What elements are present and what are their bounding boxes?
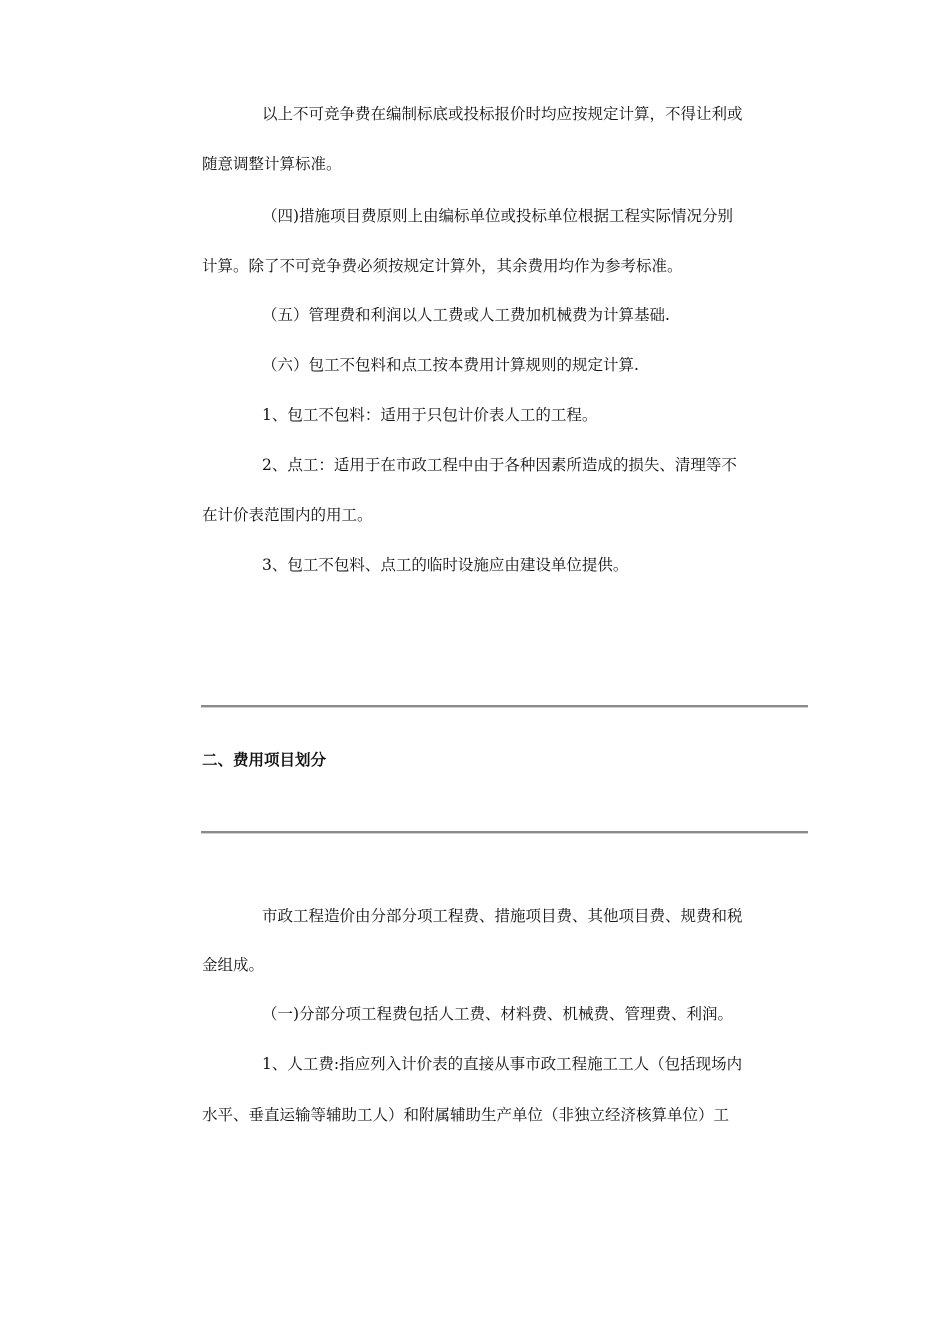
paragraph-line: （四)措施项目费原则上由编标单位或投标单位根据工程实际情况分别 (262, 207, 734, 225)
paragraph-line: 以上不可竞争费在编制标底或投标报价时均应按规定计算，不得让利或 (262, 105, 743, 123)
paragraph-line: 3、包工不包料、点工的临时设施应由建设单位提供。 (262, 556, 629, 574)
paragraph-line: 在计价表范围内的用工。 (202, 506, 373, 524)
divider-rule (201, 831, 808, 834)
paragraph-line: （一)分部分项工程费包括人工费、材料费、机械费、管理费、利润。 (262, 1005, 734, 1023)
paragraph-line: （五）管理费和利润以人工费或人工费加机械费为计算基础. (262, 306, 670, 324)
divider-rule (201, 705, 808, 708)
paragraph-line: 水平、垂直运输等辅助工人）和附属辅助生产单位（非独立经济核算单位）工 (202, 1106, 730, 1124)
paragraph-line: 市政工程造价由分部分项工程费、措施项目费、其他项目费、规费和税 (262, 907, 743, 925)
paragraph-line: 金组成。 (202, 956, 265, 974)
paragraph-line: 计算。除了不可竞争费必须按规定计算外，其余费用均作为参考标准。 (202, 257, 683, 275)
paragraph-line: 1、包工不包料：适用于只包计价表人工的工程。 (262, 406, 598, 424)
section-heading: 二、费用项目划分 (202, 751, 327, 769)
paragraph-line: 随意调整计算标准。 (202, 155, 342, 173)
paragraph-line: 1、人工费:指应列入计价表的直接从事市政工程施工工人（包括现场内 (262, 1055, 743, 1073)
paragraph-line: （六）包工不包料和点工按本费用计算规则的规定计算. (262, 356, 639, 374)
paragraph-line: 2、点工：适用于在市政工程中由于各种因素所造成的损失、清理等不 (262, 456, 737, 474)
